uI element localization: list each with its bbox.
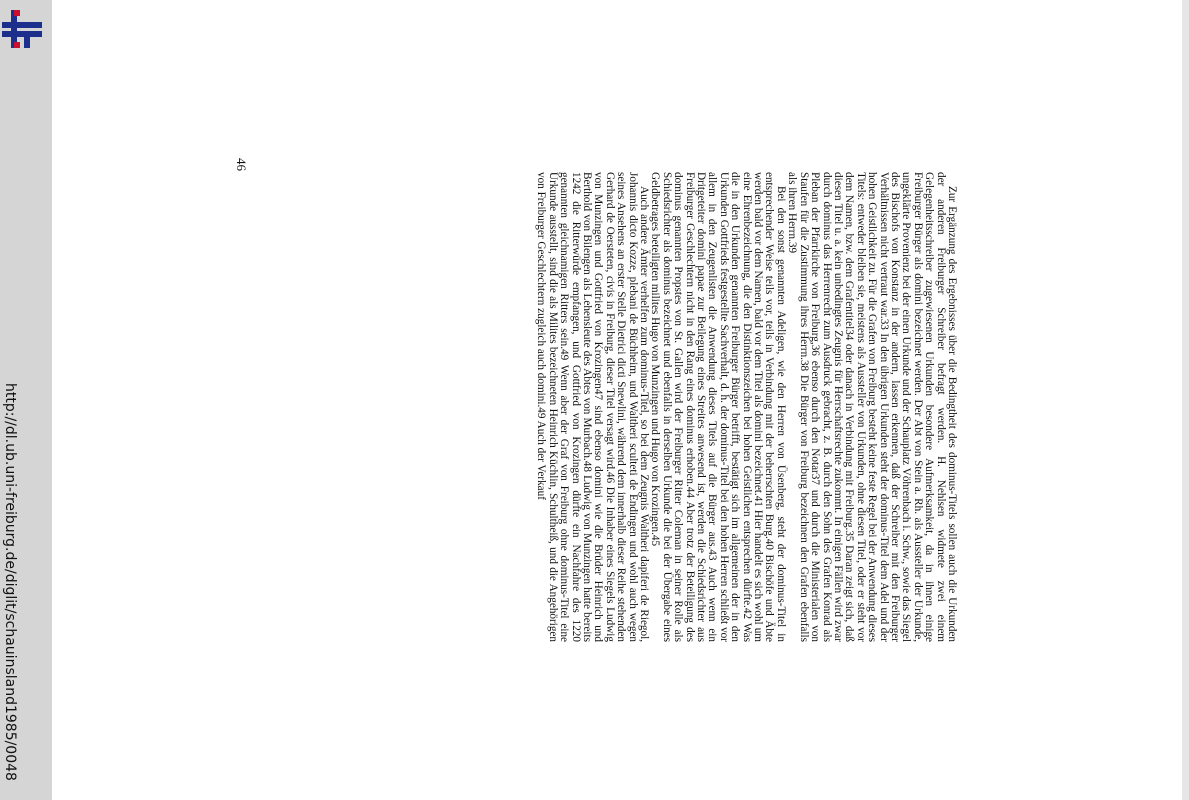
paragraph-1: Zur Ergänzung des Ergebnisses über die Bedingtheit des dominus-Titels sollen auch die Urkunden der anderen Freiburger Schreiber befragt werden. H. Nehlsen widmete zwei einem Gelegenheitsschreiber zugewiesenen Urkunden besondere Aufmerksamkeit, da in ihnen einige Freiburger Bürger als domini bezeichnet werden. Der Abt von Stein a. Rh. als Aussteller der Urkunde, ungeklärte Provenienz bei der einen Urkunde und der Schauplatz Vöhrenbach i. Schw., sowie das Siegel des Bischofs von Konstanz in der andern, lassen erkennen, daß der Schreiber mit den Freiburger Verhältnissen nicht vertraut war.33 In den übrigen Urkunden steht der dominus-Titel dem Adel und der hohen Geistlichkeit zu. Für die Grafen von Freiburg besteht keine feste Regel bei der Anwendung dieses Titels: entweder bleiben sie, meistens als Aussteller von Urkunden, ohne diesen Titel, oder er steht vor dem Namen, bzw. dem Grafentitel34 oder danach in Verbindung mit Freiburg.35 Daran zeigt sich, daß diesen Titel u. a. kein unbedingtes Zeugnis für Herrschaftsrechte zukommt. In einigen Fällen wird zwar durch dominus das Herrenrecht zum Ausdruck gebracht, z. B. durch den Sohn des Grafen Konrad als Pleban der Pfarrkirche von Freiburg,36 ebenso durch den Notar37 und durch die Ministerialen von Staufen für die Zustimmung ihres Herrn.38 Die Bürger von Freiburg bezeichnen den Grafen ebenfalls als ihren Herrn.39: [786, 172, 958, 642]
paragraph-2: Bei den sonst genannten Adeligen, wie den Herren von Üsenberg, steht der dominus-Titel in entsprechender Weise teils vor, teils in Verbindung mit der beherrschten Burg.40 Bischöfe und Äbte werden bald vor dem Namen, bald vor dem Titel als domini bezeichnet.41 Hier handelt es sich wohl um eine Ehrenbezeichnung, die den Distinktionszeichen bei hohen Geistlichen entsprechen dürfte.42 Was die in den Urkunden genannten Freiburger Bürger betrifft, bestätigt sich im allgemeinen der in den Urkunden Gottfrieds festgestellte Sachverhalt, d. h. der dominus-Titel bei den hohen Herren schließt vor allem in den Zeugenlisten die Anwendung dieses Titels auf die Bürger aus.43 Auch wenn ein Dritgeteiter domini papae zur Beilegung eines Streites anwesend ist, werden die Schiedsrichter aus Freiburger Geschlechtern nicht in den Rang eines dominus erhoben.44 Aber trotz der Beteiligung des dominus genannten Propstes von St. Gallen wird der Freiburger Ritter Coleman in seiner Rolle als Schiedsrichter als dominus bezeichnet und ebenfalls in derselben Urkunde die bei der Übergabe eines Geldbetrages beteiligten milites Hugo von Munzingen und Hugo von Krozingen.45: [649, 172, 787, 642]
sidebar: [0, 0, 52, 800]
document-text: [257, 172, 957, 642]
source-url-link[interactable]: http://dl.ub.uni-freiburg.de/diglit/schauinsland1985/0048: [2, 383, 18, 781]
university-library-logo-icon[interactable]: [0, 6, 44, 50]
paragraph-3: Auch andere Ämter verhelfen zum dominus-Titel, so bei dem Zeugnis Waltheri dapiferi de Riegol, Johannis dicto Kozze, plebani de Büchheim, und Waltheri sculteti de Endingen und wohl auch wegen seines Ansehens an erster Stelle Dietrici dicti Snewlini, während dem innerhalb dieser Reihe stehenden Gerhard de Oersteten, civis in Freiburg, dieser Titel versagt wird.46 Die Inhaber eines Siegels Ludwig von Munzingen und Gottfried von Krozingen47 sind ebenso domini wie die Brüder Heinrich und Berthold von Bilengen als Lehensleute des Abtes von Murbach.48 Ludwig von Munzingen hatte bereits 1242 die Ritterwürde empfangen, und Gottfried von Krozingen dürfte ein Nachfahre des 1220 genannten gleichnamigen Ritters sein.49 Wenn aber der Graf von Freiburg ohne dominus-Titel eine Urkunde ausstellt, sind die als Milites bezeichneten Heinrich Küchlin, Schultheiß, und die Angehörigen von Freiburger Geschlechtern zugleich auch domini.49 Auch der Verkauf: [535, 172, 651, 642]
page-number: 46: [234, 158, 249, 171]
viewer-edge: [1182, 0, 1189, 800]
